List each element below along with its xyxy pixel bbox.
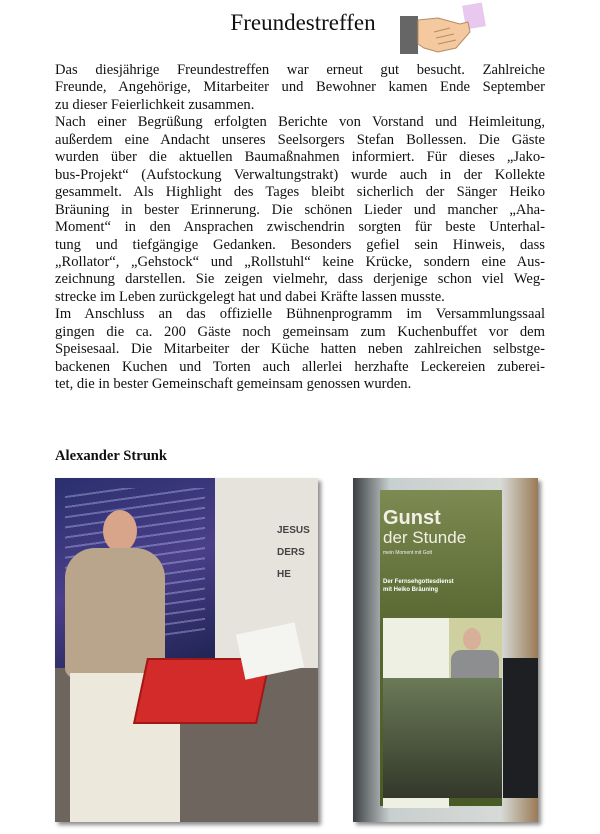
text-line: gingen die ca. 200 Gäste noch gemeinsam zum Kuchenbuffet vor dem [55, 323, 545, 340]
text-line: gesammelt. Als Highlight des Tages bleibt sicherlich der Sänger Heiko [55, 184, 545, 201]
author-name: Alexander Strunk [55, 448, 168, 464]
text-line: zeichnung darstellen. Sie zeigen vielmehr, dass derjenige schon viel Weg- [55, 271, 545, 288]
wall-text: JESUS [277, 525, 310, 536]
text-line: Bräuning in bester Erinnerung. Die schönen Lieder und mancher „Aha- [55, 201, 545, 218]
wall-text: DERS [277, 547, 305, 558]
banner-tagline: mein Moment mit Gott [383, 550, 433, 556]
photo-banner-gunst-der-stunde [353, 478, 538, 822]
banner-subtitle: mit Heiko Bräuning [383, 587, 439, 593]
handshake-icon [398, 2, 486, 56]
text-line: Nach einer Begrüßung erfolgten Berichte von Vorstand und Heimleitung, [55, 114, 545, 131]
text-line: Moment“ in den Ansprachen zwischendrin sorgten für beste Unterhal- [55, 219, 545, 236]
wall-text: HE [277, 569, 291, 580]
text-line: tung und tiefgängige Gedanken. Besonders gefiel sein Hinweis, dass [55, 236, 545, 253]
text-line: Das diesjährige Freundestreffen war erneut gut besucht. Zahlreiche [55, 62, 545, 78]
article-body [55, 62, 545, 394]
photo-musician-at-keyboard [55, 478, 318, 822]
text-line: Im Anschluss an das offizielle Bühnenprogramm im Versammlungssaal [55, 306, 545, 323]
text-line: außerdem eine Andacht unseres Seelsorgers Stefan Bollessen. Die Gäste [55, 131, 545, 148]
text-line: Speisesaal. Die Mitarbeiter der Küche hatten neben zahlreichen selbstge- [55, 341, 545, 358]
text-line: Freunde, Angehörige, Mitarbeiter und Bewohner kamen Ende September [55, 79, 545, 96]
page-title: Freundestreffen [230, 10, 376, 35]
banner-title: der Stunde [383, 528, 467, 547]
text-line: „Rollator“, „Gehstock“ und „Rollstuhl“ keine Krücke, sondern eine Aus- [55, 253, 545, 270]
text-line: tet, die in bester Gemeinschaft gemeinsam genossen wurden. [55, 376, 412, 393]
text-line: strecke im Leben zurückgelegt hat und dabei Kräfte lassen musste. [55, 288, 445, 305]
text-line: wurden über die aktuellen Baumaßnahmen informiert. Für dieses „Jako- [55, 149, 545, 166]
text-line: zu dieser Feierlichkeit zusammen. [55, 96, 255, 113]
text-line: backenen Kuchen und Torten auch allerlei herzhafte Leckereien zuberei- [55, 358, 545, 375]
banner-title: Gunst [383, 507, 441, 529]
text-line: bus-Projekt“ (Aufstockung Verwaltungstrakt) wurde auch in der Kollekte [55, 166, 545, 183]
banner-subtitle: Der Fernsehgottesdienst [383, 579, 454, 585]
